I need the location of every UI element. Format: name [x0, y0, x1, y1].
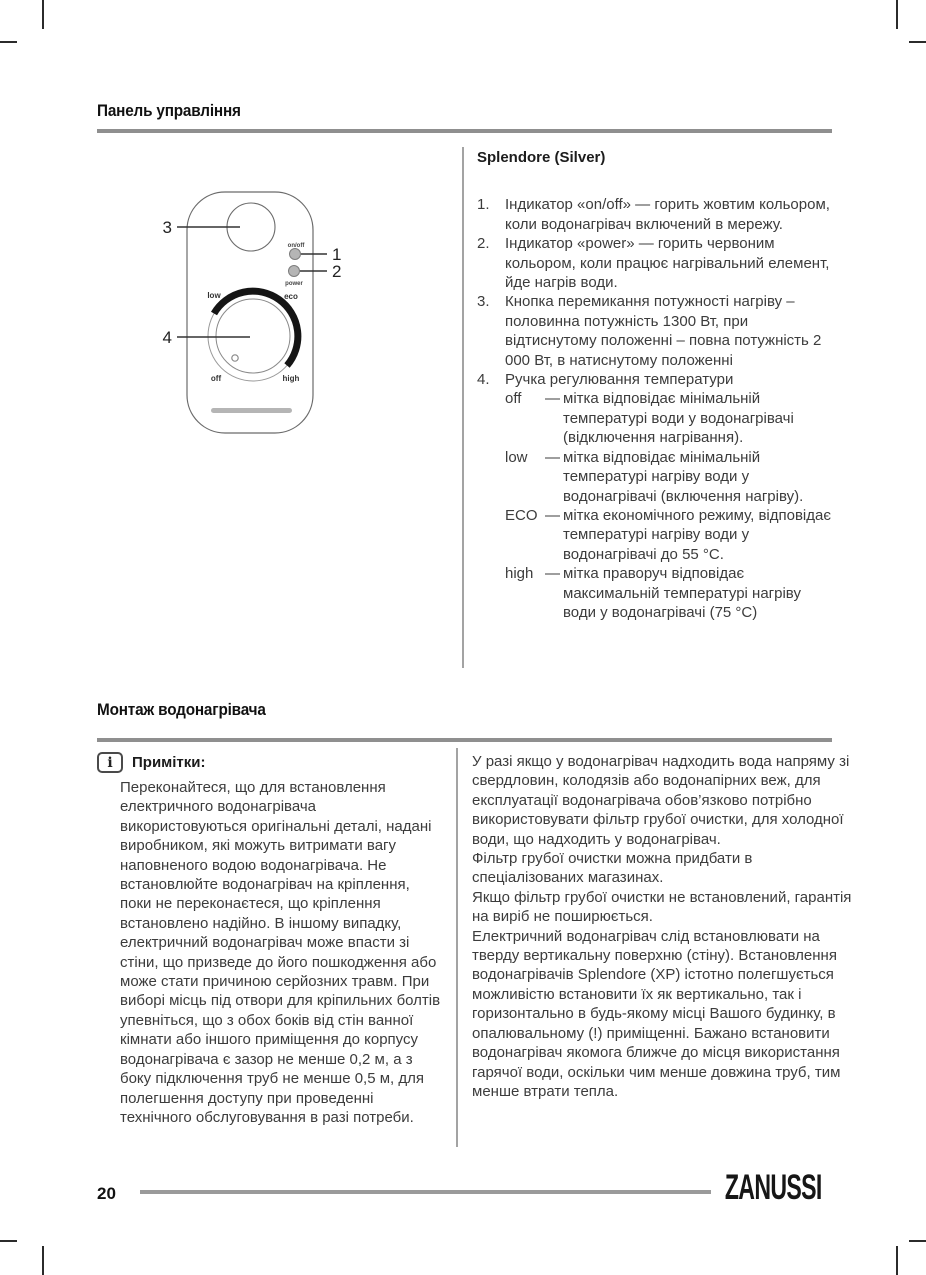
list-item-number: 2. — [477, 235, 490, 253]
crop-mark-bottom-left-h — [0, 1240, 17, 1242]
list-item-number: 4. — [477, 371, 490, 389]
control-panel-diagram — [140, 170, 460, 470]
list-item-number: 1. — [477, 196, 490, 214]
crop-mark-bottom-right-h — [909, 1240, 926, 1242]
list-item — [477, 292, 833, 370]
knob-mark-text: мітка відповідає мінімальній температурі води у водонагрівачі (відключення нагрівання). — [563, 390, 794, 447]
knob-mark-dash: — — [545, 448, 560, 466]
onoff-led-label: on/off — [287, 243, 305, 249]
knob-label-high: high — [282, 374, 300, 383]
section-title-installation: Монтаж водонагрівача — [97, 700, 266, 719]
power-led-label: power — [285, 281, 303, 287]
paragraph: Якщо фільтр грубої очистки не встановлений, гарантія на виріб не поширюється. — [472, 888, 852, 926]
knob-mark-dash: — — [545, 390, 560, 408]
paragraph: Фільтр грубої очистки можна придбати в спеціалізованих магазинах. — [472, 850, 753, 887]
knob-mark-term: high — [505, 565, 534, 583]
list-item-text: Ручка регулювання температури — [505, 371, 734, 389]
section-rule-control-panel — [97, 129, 832, 133]
section-rule-installation — [97, 738, 832, 742]
onoff-led — [290, 249, 301, 260]
knob-label-low: low — [207, 291, 221, 300]
list-item-number: 3. — [477, 293, 490, 311]
control-panel-illustration — [140, 170, 460, 470]
knob-mark-row — [505, 564, 833, 622]
knob-mark-row — [505, 506, 833, 564]
notes-title: Примітки: — [132, 753, 206, 771]
info-icon: i — [97, 752, 123, 773]
column-divider-bottom — [456, 748, 458, 1147]
crop-mark-bottom-left-v — [42, 1246, 44, 1275]
knob-mark-text: мітка економічного режиму, відповідає температурі нагріву води у водонагрівачі до 55 °C. — [563, 506, 832, 563]
callout-label-knob: 4 — [162, 328, 172, 347]
crop-mark-top-right-h — [909, 41, 926, 43]
crop-mark-top-left-v — [42, 0, 44, 29]
list-item-text: Кнопка перемикання потужності нагріву – половинна потужність 1300 Вт, при відтиснутому положенні – повна потужність 2 000 Вт, в натиснутому положенні — [505, 293, 822, 369]
knob-mark-dash: — — [545, 565, 560, 583]
knob-marks-list — [477, 389, 833, 622]
temp-knob — [216, 299, 290, 373]
knob-mark-term: low — [505, 448, 528, 466]
installation-instructions — [472, 752, 855, 1101]
column-divider-top — [462, 147, 464, 668]
model-heading: Splendore (Silver) — [477, 149, 606, 166]
list-item — [477, 234, 833, 292]
installation-notes — [97, 752, 445, 1127]
knob-mark-term: off — [505, 390, 522, 408]
section-title-control-panel: Панель управління — [97, 101, 241, 120]
crop-mark-bottom-right-v — [896, 1246, 898, 1275]
list-item — [477, 195, 833, 234]
knob-mark-row — [505, 448, 833, 506]
page-number: 20 — [97, 1184, 116, 1203]
handle-bar — [211, 408, 292, 413]
power-led — [289, 266, 300, 277]
knob-mark-text: мітка праворуч відповідає максимальній температурі нагріву води у водонагрівачі (75 °C) — [563, 565, 801, 621]
control-panel-list — [477, 195, 833, 622]
callout-label-power-led: 2 — [332, 262, 342, 281]
footer-rule — [140, 1190, 711, 1194]
list-item-text: Індикатор «on/off» — горить жовтим кольором, коли водонагрівач включений в мережу. — [505, 196, 830, 233]
knob-mark-row — [505, 389, 833, 447]
control-panel-description — [477, 148, 833, 622]
paragraph: У разі якщо у водонагрівач надходить вода напряму зі свердловин, колодязів або водонапірних веж, для експлуатації водонагрівача обов’язково потрібно використовувати фільтр грубої очистки, для холодної води, що надходить у водонагрівач. — [472, 753, 850, 848]
knob-mark-text: мітка відповідає мінімальній температурі нагріву води у водонагрівачі (включення нагріву). — [563, 448, 804, 505]
knob-mark-term: ECO — [505, 506, 538, 524]
notes-text: Переконайтеся, що для встановлення електричного водонагрівача використовуються оригінальні деталі, надані виробником, які можуть витримати вагу наповненого водою водонагрівача. Не встановлюйте водонагрівач на кріплення, поки не переконаєтеся, що кріплення встановлено надійно. В іншому випадку, електричний водонагрівач може впасти зі стіни, що призведе до його пошкодження або може стати причиною серйозних травм. При виборі місць під отвори для кріпильних болтів упевніться, що з обох боків від стін ванної кімнати або іншого приміщення до корпусу водонагрівача є зазор не менше 0,2 м, а з боку підключення труб не менше 0,5 м, для полегшення доступу при проведенні технічного обслуговування в разі потреби. — [120, 779, 441, 1126]
list-item-text: Індикатор «power» — горить червоним кольором, коли працює нагрівальний елемент, йде нагрів води. — [505, 235, 830, 292]
paragraph: Електричний водонагрівач слід встановлювати на тверду вертикальну поверхню (стіну). Встановлення водонагрівачів Splendore (XP) істотно полегшується можливістю встановити їх як вертикально, так і горизонтально в будь-якому місці Вашого будинку, в опалювальному (!) приміщенні. Бажано встановити водонагрівач якомога ближче до місця використання гарячої води, оскільки чим менше довжина труб, тим менше втрати тепла. — [472, 927, 841, 1100]
callout-label-power-button: 3 — [162, 218, 172, 237]
crop-mark-top-right-v — [896, 0, 898, 29]
knob-label-eco: eco — [284, 292, 298, 301]
list-item — [477, 370, 833, 389]
callout-label-onoff-led: 1 — [332, 245, 342, 264]
knob-mark-dash: — — [545, 506, 560, 524]
crop-mark-top-left-h — [0, 41, 17, 43]
zanussi-logo: ZANUSSI — [725, 1168, 822, 1207]
notes-header — [97, 752, 445, 773]
knob-label-off: off — [210, 374, 222, 383]
